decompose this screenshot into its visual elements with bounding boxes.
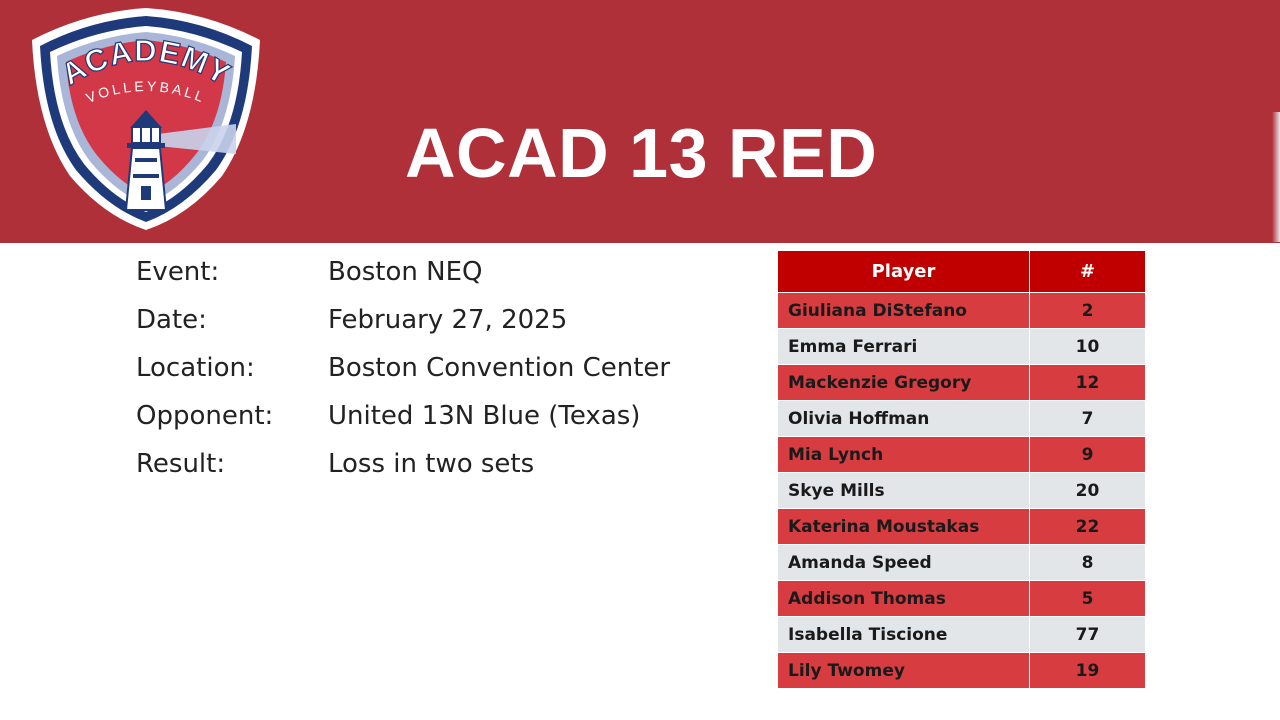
player-number: 5 (1030, 581, 1146, 617)
player-number: 22 (1030, 509, 1146, 545)
table-row (778, 581, 1146, 617)
info-label: Opponent: (136, 401, 274, 431)
player-name: Skye Mills (778, 473, 1030, 509)
info-value: February 27, 2025 (328, 305, 568, 335)
column-header-number: # (1030, 251, 1146, 293)
player-number: 19 (1030, 653, 1146, 689)
logo-text-top: ACADEMY (55, 32, 237, 93)
table-row (778, 653, 1146, 689)
table-row (778, 617, 1146, 653)
player-name: Katerina Moustakas (778, 509, 1030, 545)
player-number: 7 (1030, 401, 1146, 437)
roster-header-row (778, 251, 1146, 293)
table-row (778, 473, 1146, 509)
info-label: Location: (136, 353, 255, 383)
info-label: Result: (136, 449, 226, 479)
roster-table (777, 250, 1146, 689)
player-name: Emma Ferrari (778, 329, 1030, 365)
info-label: Date: (136, 305, 207, 335)
player-number: 20 (1030, 473, 1146, 509)
info-value: Loss in two sets (328, 449, 535, 479)
player-number: 77 (1030, 617, 1146, 653)
player-number: 10 (1030, 329, 1146, 365)
player-name: Lily Twomey (778, 653, 1030, 689)
player-number: 9 (1030, 437, 1146, 473)
player-name: Giuliana DiStefano (778, 293, 1030, 329)
table-row (778, 329, 1146, 365)
table-row (778, 509, 1146, 545)
table-row (778, 293, 1146, 329)
player-name: Mackenzie Gregory (778, 365, 1030, 401)
table-row (778, 545, 1146, 581)
player-name: Isabella Tiscione (778, 617, 1030, 653)
player-name: Amanda Speed (778, 545, 1030, 581)
player-name: Addison Thomas (778, 581, 1030, 617)
team-title: ACAD 13 RED (405, 114, 878, 192)
player-number: 8 (1030, 545, 1146, 581)
info-value: Boston NEQ (328, 257, 483, 287)
player-name: Olivia Hoffman (778, 401, 1030, 437)
player-number: 12 (1030, 365, 1146, 401)
logo-text-bottom: VOLLEYBALL (83, 77, 209, 106)
column-header-player: Player (778, 251, 1030, 293)
academy-volleyball-logo (28, 6, 264, 232)
banner-edge-shadow (1272, 112, 1280, 242)
table-row (778, 401, 1146, 437)
player-name: Mia Lynch (778, 437, 1030, 473)
info-label: Event: (136, 257, 220, 287)
table-row (778, 365, 1146, 401)
table-row (778, 437, 1146, 473)
info-value: United 13N Blue (Texas) (328, 401, 641, 431)
info-value: Boston Convention Center (328, 353, 671, 383)
title-banner (0, 0, 1280, 243)
player-number: 2 (1030, 293, 1146, 329)
